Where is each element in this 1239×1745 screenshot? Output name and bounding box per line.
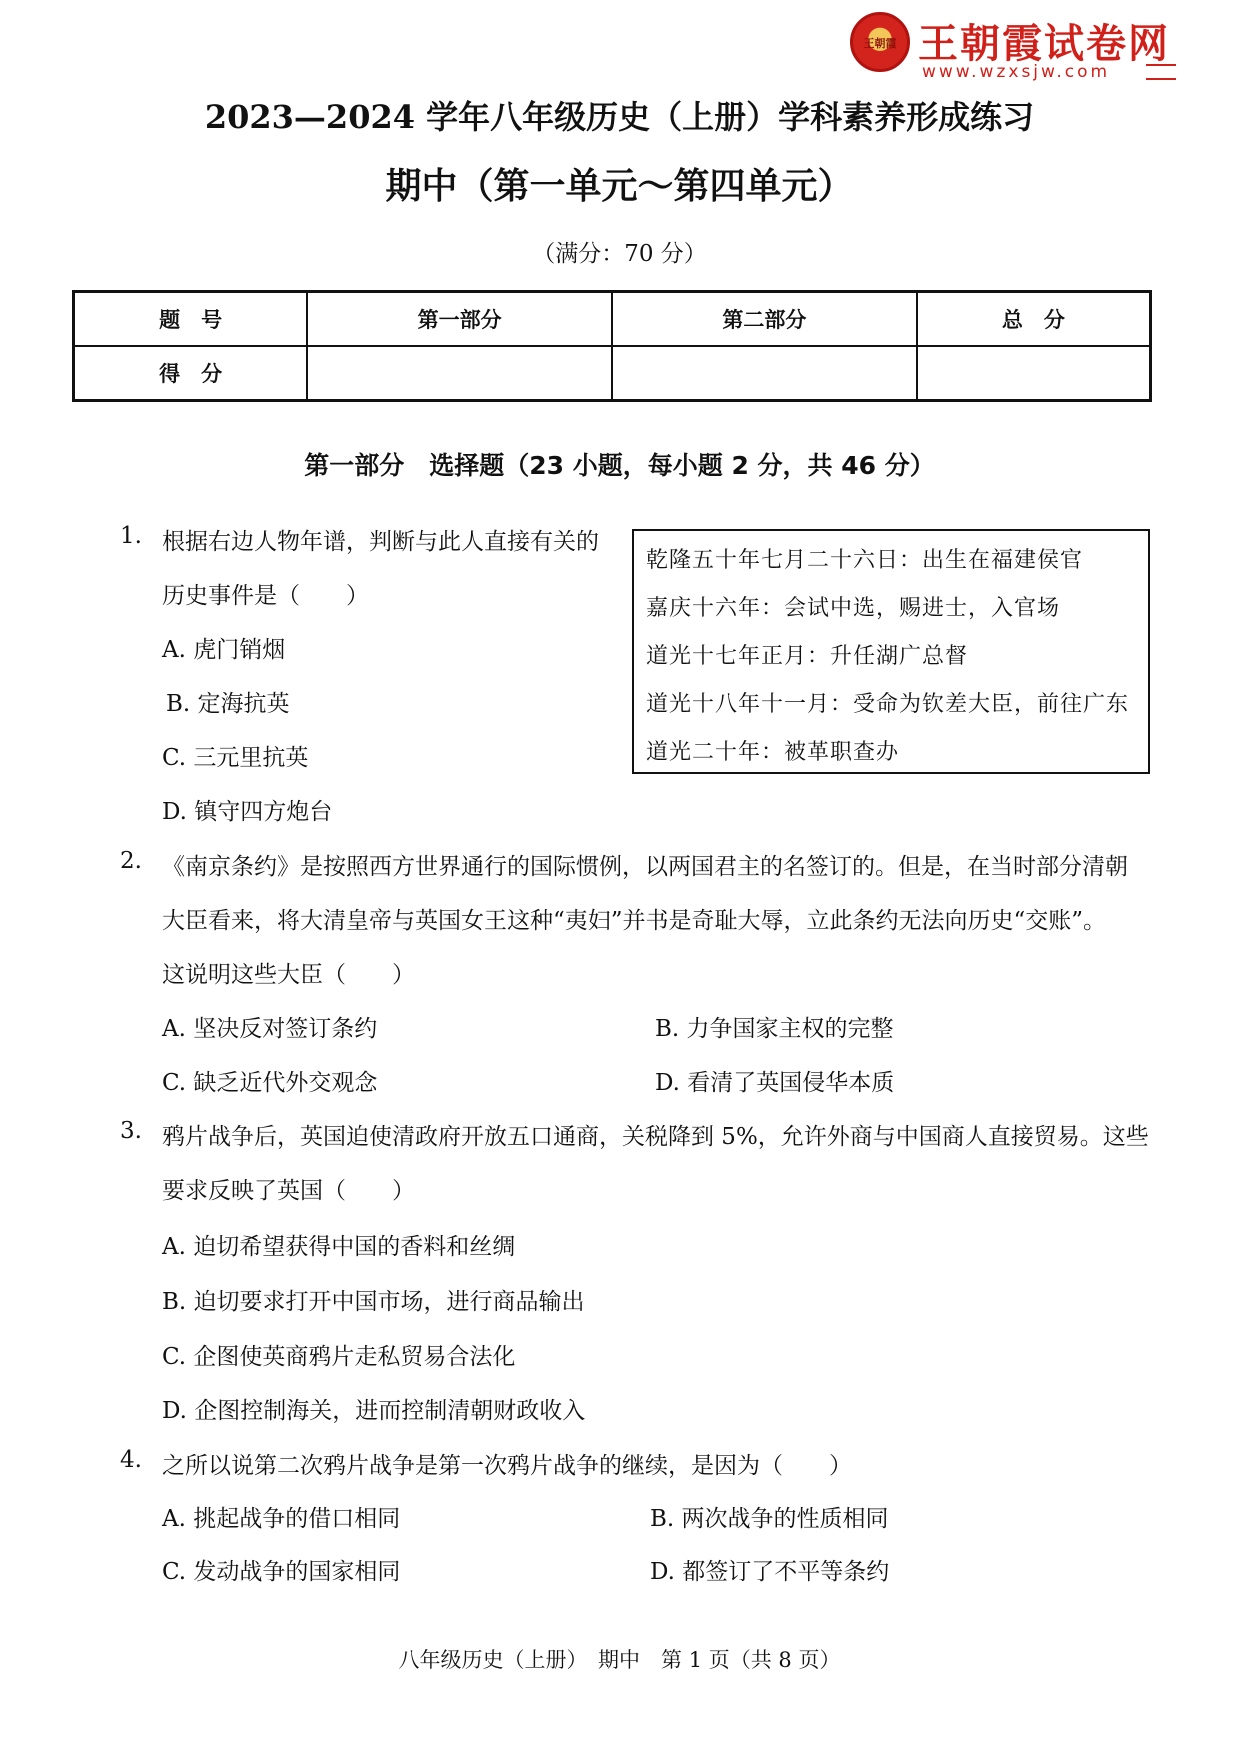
question-stem: 历史事件是（ ） — [162, 583, 369, 609]
score-table-header-row — [74, 292, 1151, 347]
section-title: 第一部分 选择题（23 小题，每小题 2 分，共 46 分） — [304, 451, 935, 480]
biography-line: 道光十八年十一月：受命为钦差大臣，前往广东 — [646, 692, 1130, 717]
score-entry-part2[interactable] — [612, 346, 917, 401]
option-b: B. 迫切要求打开中国市场，进行商品输出 — [162, 1289, 585, 1315]
option-a: A. 迫切希望获得中国的香料和丝绸 — [162, 1234, 516, 1260]
wave-decoration — [1146, 64, 1176, 80]
option-b: B. 两次战争的性质相同 — [650, 1506, 889, 1532]
emblem-icon: 王朝霞 — [850, 12, 910, 72]
option-c: C. 发动战争的国家相同 — [162, 1559, 401, 1585]
score-cell: 题 号 — [74, 292, 308, 347]
question-stem: 要求反映了英国（ ） — [162, 1178, 415, 1204]
option-c: C. 缺乏近代外交观念 — [162, 1070, 378, 1096]
option-d: D. 看清了英国侵华本质 — [655, 1070, 895, 1096]
biography-line: 道光二十年：被革职查办 — [646, 740, 900, 765]
score-cell: 总 分 — [917, 292, 1151, 347]
brand-name: 王朝霞试卷网 — [918, 21, 1170, 67]
question-stem: 鸦片战争后，英国迫使清政府开放五口通商，关税降到 5%，允许外商与中国商人直接贸易。这些 — [162, 1124, 1149, 1150]
option-d: D. 企图控制海关，进而控制清朝财政收入 — [162, 1398, 586, 1424]
score-cell: 第一部分 — [307, 292, 612, 347]
option-c: C. 企图使英商鸦片走私贸易合法化 — [162, 1344, 516, 1370]
biography-box — [632, 529, 1150, 774]
biography-line: 道光十七年正月：升任湖广总督 — [646, 644, 969, 669]
option-a: A. 坚决反对签订条约 — [162, 1016, 378, 1042]
option-a: A. 虎门销烟 — [162, 637, 286, 663]
question-stem: 之所以说第二次鸦片战争是第一次鸦片战争的继续，是因为（ ） — [162, 1453, 852, 1479]
question-stem: 根据右边人物年谱，判断与此人直接有关的 — [162, 529, 599, 555]
option-b: B. 力争国家主权的完整 — [655, 1016, 894, 1042]
option-d: D. 都签订了不平等条约 — [650, 1559, 890, 1585]
score-cell: 得 分 — [74, 346, 308, 401]
full-score: （满分：70 分） — [532, 241, 707, 267]
biography-line: 嘉庆十六年：会试中选，赐进士，入官场 — [646, 596, 1061, 621]
option-b: B. 定海抗英 — [166, 691, 290, 717]
option-c: C. 三元里抗英 — [162, 745, 309, 771]
score-table-score-row — [74, 346, 1151, 401]
site-url: www.wzxsjw.com — [922, 62, 1111, 82]
option-d: D. 镇守四方炮台 — [162, 799, 333, 825]
exam-title: 2023—2024 学年八年级历史（上册）学科素养形成练习 — [204, 98, 1035, 136]
page-footer: 八年级历史（上册） 期中 第 1 页（共 8 页） — [398, 1648, 841, 1672]
question-number: 4. — [120, 1447, 142, 1473]
score-entry-total[interactable] — [917, 346, 1151, 401]
biography-line: 乾隆五十年七月二十六日：出生在福建侯官 — [646, 548, 1084, 573]
question-number: 2. — [120, 848, 142, 874]
question-stem: 这说明这些大臣（ ） — [162, 962, 415, 988]
site-logo — [850, 12, 1180, 84]
question-stem: 大臣看来，将大清皇帝与英国女王这种“夷妇”并书是奇耻大辱，立此条约无法向历史“交账”。 — [162, 908, 1107, 934]
score-table — [72, 290, 1152, 402]
question-number: 3. — [120, 1118, 142, 1144]
exam-subtitle: 期中（第一单元～第四单元） — [385, 165, 854, 207]
score-entry-part1[interactable] — [307, 346, 612, 401]
question-stem: 《南京条约》是按照西方世界通行的国际惯例，以两国君主的名签订的。但是，在当时部分清朝 — [162, 854, 1128, 880]
score-cell: 第二部分 — [612, 292, 917, 347]
option-a: A. 挑起战争的借口相同 — [162, 1506, 401, 1532]
question-number: 1. — [120, 523, 142, 549]
